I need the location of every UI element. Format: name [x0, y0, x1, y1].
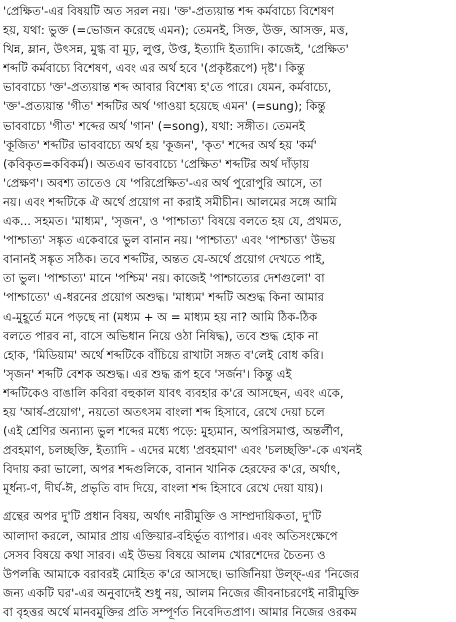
- text-line: হয়, যথা: ভুক্ত (=ভোজন করেছে এমন); তেমনই, সিক্ত, উক্ত, আসক্ত, মত্ত,: [3, 23, 349, 38]
- text-line: বিদায় করা ভালো, অপর শব্দগুলিকে, বানান খানিক হেরফের ক'রে, অর্থাৎ,: [3, 462, 341, 477]
- text-line: হয় 'আর্ষ-প্রয়োগ', নয়তো অতৎসম বাংলা শব্দ হিসাবে, রেখে দেয়া চলে: [3, 404, 325, 419]
- text-line: শব্দটি কর্মবাচ্যে বিশেষণ, এবং এর অর্থ হবে '(প্রকৃষ্টরূপে) দৃষ্ট'। কিন্তু: [3, 61, 305, 76]
- paragraph-2: [3, 507, 452, 622]
- text-line: এক... সহমত। 'মাধ্যম', 'সৃজন', ও 'পাশ্চাত্য' বিষয়ে বলতে হয় যে, প্রথমত,: [3, 214, 342, 229]
- text-line: খিন্ন, ম্লান, উৎসন্ন, মুগ্ধ বা মূঢ়, লুপ্ত, উপ্ত, ইত্যাদি ইত্যাদি। কাজেই, 'প্রেক্ষিত': [3, 42, 349, 57]
- text-line: তা ভুল। 'পাশ্চাত্য' মানে 'পশ্চিম' নয়। কাজেই 'পাশ্চাত্যের দেশগুলো' বা: [3, 271, 325, 286]
- text-line: বা বৃহত্তর অর্থে মানবমুক্তির প্রতি সম্পূর্ণত নিবেদিতপ্রাণ। আমার নিজের ওরকম: [3, 604, 357, 619]
- text-line: ভাববাচ্যে 'ক্ত'-প্রত্যয়ান্ত শব্দ আবার বিশেষ্য হ'তে পারে। যেমন, কর্মবাচ্যে,: [3, 80, 332, 95]
- text-line: 'সৃজন' শব্দটি বেশক অশুদ্ধ। এর শুদ্ধ রূপ হবে 'সর্জন'। কিন্তু এই: [3, 366, 292, 381]
- text-line: নয়। এবং শব্দটিকে ঐ অর্থে প্রয়োগ না করাই সমীচীন। আলমের সঙ্গে আমি: [3, 194, 337, 209]
- text-line: 'প্রেক্ষিত'-এর বিষয়টি অত সরল নয়। 'ক্ত'-প্রত্যয়ান্ত শব্দ কর্মবাচ্যে বিশেষণ: [3, 4, 334, 18]
- text-line: বলতে পারব না, বাসে অভিধান নিয়ে ওঠা নিষিদ্ধ), তবে শুদ্ধ হোক না: [3, 328, 319, 343]
- text-line: 'ক্ত'-প্রত্যয়ান্ত 'গীত' শব্দটির অর্থ 'গাওয়া হয়েছে এমন' (=sung); কিন্তু: [3, 99, 326, 114]
- text-line: 'পাশ্চাত্য' সঙ্কৃত একেবারে ভুল বানান নয়। 'পাশ্চাত্য' এবং 'পাশ্চাত্ত্য' উভয়: [3, 233, 336, 248]
- text-line: ভাববাচ্যে 'গীত' শব্দের অর্থ 'গান' (=song), যথা: সঙ্গীত। তেমনই: [3, 118, 305, 133]
- text-line: (কবিকৃত=কবিকর্ম)। অতএব ভাববাচ্যে 'প্রেক্ষিত' শব্দটির অর্থ দাঁড়ায়: [3, 156, 310, 171]
- text-line: বানানই সঙ্কৃত সঠিক। তবে শব্দটির, অন্তত যে-অর্থে প্রয়োগ দেখতে পাই,: [3, 252, 326, 267]
- paragraph-1: [3, 2, 452, 498]
- text-line: প্রবহমাণ, চলচ্ছক্তি, ইত্যাদি - এদের মধ্যে 'প্রবহমাণ' এবং 'চলচ্ছক্তি'-কে এখনই: [3, 443, 362, 458]
- text-line: (এই শ্রেণির অন্যান্য ভুল শব্দের মধ্যে পড়ে: মুহ্যমান, অপরিসমাপ্ত, অন্তর্লীণ,: [3, 424, 344, 439]
- text-line: আলাদা করলে, আমার প্রায় এক্তিয়ার-বহির্ভূত ব্যাপার। এবং অতিসংক্ষেপে: [3, 528, 338, 543]
- text-line: এ-মুহূর্তে মনে পড়ছে না (মধ্যম + অ = মাধ্যম হয় না? আমি ঠিক-ঠিক: [3, 309, 318, 324]
- text-line: জন্য একটি ঘর'-এর অনুবাদেই শুধু নয়, আলম নিজের জীবনাচরণেই নারীমুক্তি: [3, 585, 359, 600]
- text-line: গ্রন্থের অপর দু'টি প্রধান বিষয়, অর্থাৎ নারীমুক্তি ও সাম্প্রদায়িকতা, দু'টি: [3, 509, 322, 524]
- text-line: 'কূজিত' শব্দটির ভাববাচ্যে অর্থ হয় 'কূজন', 'কৃত' শব্দের অর্থ হয় 'কর্ম': [3, 137, 317, 152]
- text-line: হোক, 'মিডিয়াম' অর্থে শব্দটিকে বাঁচিয়ে রাখাটা সঙ্গত ব'লেই বোধ করি।: [3, 347, 324, 362]
- text-line: শব্দটিকেও বাঙালি কবিরা বহুকাল যাবৎ ব্যবহার ক'রে আসছেন, এবং একে,: [3, 385, 344, 400]
- text-line: সেসব বিষয়ে কথা সারব। এই উভয় বিষয়ে আলম খোরশেদের চৈতন্য ও: [3, 547, 326, 562]
- text-line: 'পাশ্চাত্যে' এ-ধরনের প্রয়োগ অশুদ্ধ। 'মাধ্যম' শব্দটি অশুদ্ধ কিনা আমার: [3, 290, 325, 305]
- text-line: 'প্রেক্ষণ'। অবশ্য তাতেও যে 'পরিপ্রেক্ষিত'-এর অর্থ পুরোপুরি আসে, তা: [3, 175, 322, 190]
- text-line: উপলব্ধি আমাকে বরাবরই মোহিত ক'রে আসছে। ভার্জিনিয়া উল্ফ্-এর 'নিজের: [3, 566, 360, 581]
- text-line: মূর্ধন্য-ণ, দীর্ঘ-ঈ, প্রভৃতি বাদ দিয়ে, বাংলা শব্দ হিসাবে রেখে দেয়া যায়)।: [3, 481, 323, 496]
